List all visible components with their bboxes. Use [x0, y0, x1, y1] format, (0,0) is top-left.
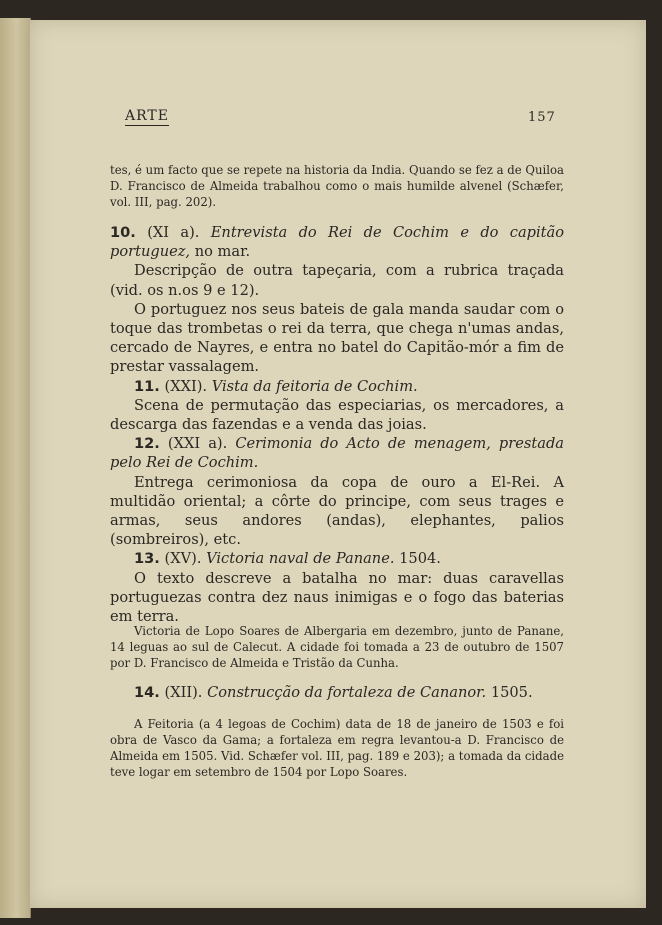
note-13: Victoria de Lopo Soares de Albergaria em dezembro, junto de Panane, 14 leguas ao sul de Calecut. A cidade foi tomada a 23 de outubro de 1507 por D. Francisco de Almeida e Tristão da Cunha. [110, 624, 564, 670]
entry-title: Vista da feitoria de Cochim. [211, 377, 418, 395]
entry-ref: (XV). [164, 550, 202, 568]
entry-heading [110, 223, 564, 261]
entry-paragraph: O texto descreve a batalha no mar: duas caravellas portuguezas contra dez naus inimigas e o fogo das baterias em terra. [110, 569, 564, 626]
entry-heading [110, 434, 564, 472]
entry-heading [110, 683, 564, 702]
entry-14 [110, 683, 564, 702]
entry-number: 13. [134, 550, 160, 568]
running-head: ARTE [125, 108, 169, 124]
entry-number: 10. [110, 224, 136, 241]
book-page [30, 20, 646, 908]
entry-title: Cerimonia do Acto de menagem, prestada pelo Rei de Cochim. [110, 435, 564, 472]
entry-number: 14. [134, 684, 160, 701]
entry-ref: (XXI a). [167, 435, 228, 453]
entry-heading [110, 377, 564, 396]
entry-paragraph: Descripção de outra tapeçaria, com a rubrica traçada (vid. os n.os 9 e 12). [110, 262, 564, 299]
entry-number: 11. [134, 377, 160, 395]
entry-ref: (XXI). [164, 377, 208, 395]
previous-page-edge [0, 18, 31, 918]
entry-paragraph: Entrega cerimoniosa da copa de ouro a El-Rei. A multidão oriental; a côrte do principe, com seus trages e armas, seus andores (andas), elephantes, palios (sombreiros), etc. [110, 473, 564, 549]
entry-paragraph: Scena de permutação das especiarias, os mercadores, a descarga das fazendas e a venda das joias. [110, 396, 564, 434]
entry-ref: (XII). [164, 684, 203, 701]
entry-paragraph: O portuguez nos seus bateis de gala manda saudar com o toque das trombetas o rei da terra, que chega n'umas andas, cercado de Nayres, e entra no batel do Capitão-mór a fim de prestar vassalagem. [110, 300, 564, 376]
entry-title: Construcção da fortaleza de Cananor. [207, 684, 487, 701]
entry-title-rest: 1505. [490, 684, 533, 701]
entry-title-rest: 1504. [399, 550, 441, 568]
entry-ref: (XI a). [147, 224, 200, 241]
page-number: 157 [528, 110, 556, 125]
entry-title: Entrevista do Rei de Cochim e do capitão portuguez, [110, 224, 565, 261]
entry-title-rest: no mar. [194, 243, 251, 261]
intro-note: tes, é um facto que se repete na historia da India. Quando se fez a de Quiloa D. Francisco de Almeida trabalhou como o mais humilde alvenel (Schæfer, vol. III, pag. 202). [110, 163, 564, 209]
entry-heading [110, 549, 564, 568]
entry-number: 12. [134, 435, 160, 453]
note-14: A Feitoria (a 4 legoas de Cochim) data de 18 de janeiro de 1503 e foi obra de Vasco da Gama; a fortaleza em regra levantou-a D. Francisco de Almeida em 1505. Vid. Schæfer vol. III, pag. 189 e 203); a tomada da cidade teve logar em setembro de 1504 por Lopo Soares. [110, 717, 565, 779]
entry-title: Victoria naval de Panane. [206, 550, 395, 568]
main-entries [110, 223, 564, 626]
